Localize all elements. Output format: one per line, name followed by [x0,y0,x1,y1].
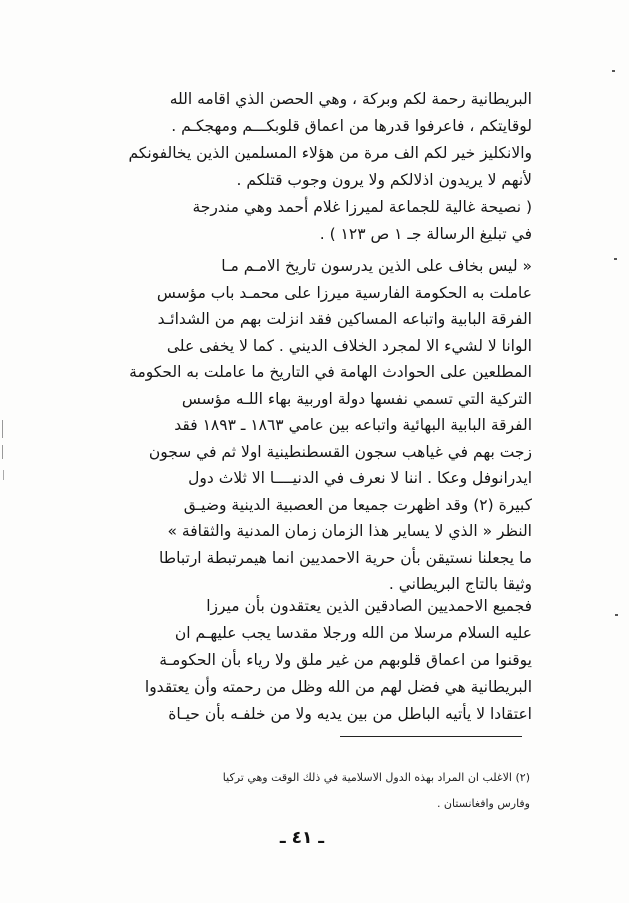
footnote-divider [340,736,522,737]
text-line: المطلعين على الحوادث الهامة في التاريخ ما عاملت به الحكومة [129,363,532,381]
text-line: الفرقة البابية واتباعه المساكين فقد انزلت بهم من الشدائـد [157,310,532,328]
text-line: ( نصيحة غالية للجماعة لميرزا غلام أحمد وهي مندرجة [192,198,532,216]
text-line: التركية التي تسمي نفسها دولة اوربية بهاء اللـه مؤسس [181,389,532,408]
text-line: زجت بهم في غياهب سجون القسطنطينية اولا ثم في سجون [148,442,532,461]
text-line: لأنهم لا يريدون اذلالكم ولا يرون وجوب قتلكم . [236,171,532,189]
text-line: « ليس بخاف على الذين يدرسون تاريخ الامـم مـا [221,257,532,275]
text-line: والانكليز خير لكم الف مرة من هؤلاء المسلمين الذين يخالفونكم [128,144,532,162]
paragraph-quotation [80,253,532,598]
footnote [80,765,530,817]
scan-mark [615,614,618,616]
text-line: الفرقة البابية البهائية واتباعه بين عامي ١٨٦٣ ـ ١٨٩٣ فقد [174,416,532,434]
text-line: لوقايتكم ، فاعرفوا قدرها من اعماق قلوبكـــم ومهجكـم . [171,117,532,135]
footnote-line: وفارس وافغانستان . [436,797,530,810]
text-line: كبيرة (٢) وقد اظهرت جميعا من العصبية الدينية وضيـق [183,495,532,514]
paragraph-ahmadis [80,593,532,728]
scan-mark [612,70,615,72]
text-line: النظر « الذي لا يساير هذا الزمان زمان المدنية والثقافة » [167,522,532,540]
page-number: ـ ٤١ ـ [279,828,325,848]
text-line: عاملت به الحكومة الفارسية ميرزا على محمـد باب مؤسس [156,283,532,302]
text-line: البريطانية رحمة لكم وبركة ، وهي الحصن الذي اقامه الله [169,90,532,108]
text-line: الوانا لا لشيء الا لمجرد الخلاف الديني . كما لا يخفى على [166,336,532,355]
scan-mark [2,445,3,459]
text-line: يوقنوا من اعماق قلوبهم من غير ملق ولا رياء بأن الحكومـة [159,651,532,669]
text-line: فجميع الاحمديين الصادقين الذين يعتقدون بأن ميرزا [206,597,532,615]
text-line: ما يجعلنا نستيقن بأن حرية الاحمديين انما هيمرتبطة ارتباطا [159,548,532,567]
scan-mark [2,420,3,438]
scan-mark [3,470,4,480]
text-line: وثيقا بالتاج البريطاني . [388,575,532,593]
text-line: عليه السلام مرسلا من الله ورجلا مقدسا يجب عليهـم ان [174,624,532,642]
text-line: في تبليغ الرسالة جـ ١ ص ١٢٣ ) . [319,225,532,243]
text-line: اعتقادا لا يأتيه الباطل من بين يديه ولا من خلفـه بأن حيـاة [168,705,532,723]
footnote-line: (٢) الاغلب ان المراد بهذه الدول الاسلامية في ذلك الوقت وهي تركيا [222,771,530,784]
paragraph-british-advice [84,86,532,248]
scan-mark [614,258,617,260]
text-line: البريطانية هي فضل لهم من الله وظل من رحمته وأن يعتقدوا [144,678,532,696]
text-line: ايدرانوفل وعكا . اننا لا نعرف في الدنيــــا الا ثلاث دول [188,469,532,487]
